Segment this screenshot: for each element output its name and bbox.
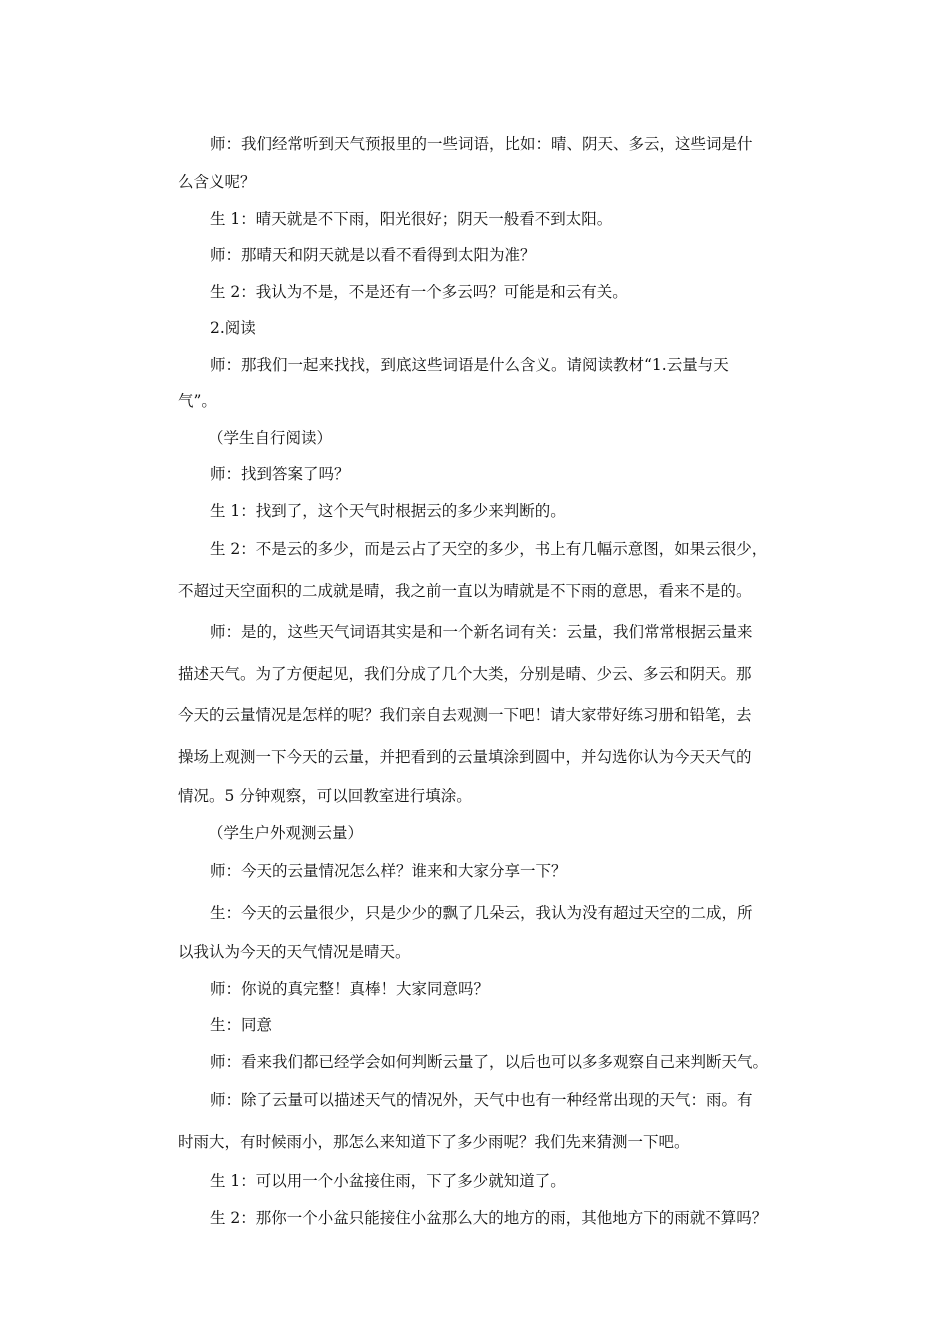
paragraph-line: 师：今天的云量情况怎么样？谁来和大家分享一下？ xyxy=(210,862,567,880)
paragraph-line: 生：同意 xyxy=(210,1016,273,1034)
paragraph-line: 生 1：找到了，这个天气时根据云的多少来判断的。 xyxy=(210,501,566,520)
paragraph-line: 师：除了云量可以描述天气的情况外，天气中也有一种经常出现的天气：雨。有 xyxy=(210,1091,753,1109)
paragraph-line: 今天的云量情况是怎样的呢？我们亲自去观测一下吧！请大家带好练习册和铅笔，去 xyxy=(178,706,752,724)
paragraph-line: 师：找到答案了吗？ xyxy=(210,465,350,483)
section-heading: 2.阅读 xyxy=(210,319,256,337)
paragraph-line: 么含义呢？ xyxy=(178,173,256,191)
paragraph-line: 师：看来我们都已经学会如何判断云量了，以后也可以多多观察自己来判断天气。 xyxy=(210,1052,769,1071)
stage-direction: （学生自行阅读） xyxy=(208,428,333,447)
paragraph-line: 生 1：可以用一个小盆接住雨，下了多少就知道了。 xyxy=(210,1172,566,1190)
paragraph-line: 师：我们经常听到天气预报里的一些词语，比如：晴、阴天、多云，这些词是什 xyxy=(210,135,753,153)
paragraph-line: 师：那晴天和阴天就是以看不看得到太阳为准？ xyxy=(210,246,536,264)
paragraph-line: 生 2：那你一个小盆只能接住小盆那么大的地方的雨，其他地方下的雨就不算吗？ xyxy=(210,1208,768,1227)
paragraph-line: 生 2：不是云的多少，而是云占了天空的多少，书上有几幅示意图，如果云很少， xyxy=(210,540,768,558)
paragraph-line: 时雨大，有时候雨小，那怎么来知道下了多少雨呢？我们先来猜测一下吧。 xyxy=(178,1132,690,1151)
paragraph-line: 操场上观测一下今天的云量，并把看到的云量填涂到圆中，并勾选你认为今天天气的 xyxy=(178,747,752,766)
paragraph-line: 师：你说的真完整！真棒！大家同意吗？ xyxy=(210,979,490,998)
paragraph-line: 以我认为今天的天气情况是晴天。 xyxy=(178,943,411,961)
paragraph-line: 生 1：晴天就是不下雨，阳光很好；阴天一般看不到太阳。 xyxy=(210,209,613,228)
paragraph-line: 生：今天的云量很少，只是少少的飘了几朵云，我认为没有超过天空的二成，所 xyxy=(210,903,753,922)
stage-direction: （学生户外观测云量） xyxy=(208,823,364,842)
paragraph-line: 气”。 xyxy=(178,392,217,410)
paragraph-line: 师：那我们一起来找找，到底这些词语是什么含义。请阅读教材“1.云量与天 xyxy=(210,355,729,374)
paragraph-line: 不超过天空面积的二成就是晴，我之前一直以为晴就是不下雨的意思，看来不是的。 xyxy=(178,581,752,600)
paragraph-line: 情况。5 分钟观察，可以回教室进行填涂。 xyxy=(178,787,472,805)
paragraph-line: 描述天气。为了方便起见，我们分成了几个大类，分别是晴、少云、多云和阴天。那 xyxy=(178,664,752,683)
paragraph-line: 师：是的，这些天气词语其实是和一个新名词有关：云量，我们常常根据云量来 xyxy=(210,623,753,641)
lesson-transcript xyxy=(178,124,808,1236)
paragraph-line: 生 2：我认为不是，不是还有一个多云吗？可能是和云有关。 xyxy=(210,282,628,301)
